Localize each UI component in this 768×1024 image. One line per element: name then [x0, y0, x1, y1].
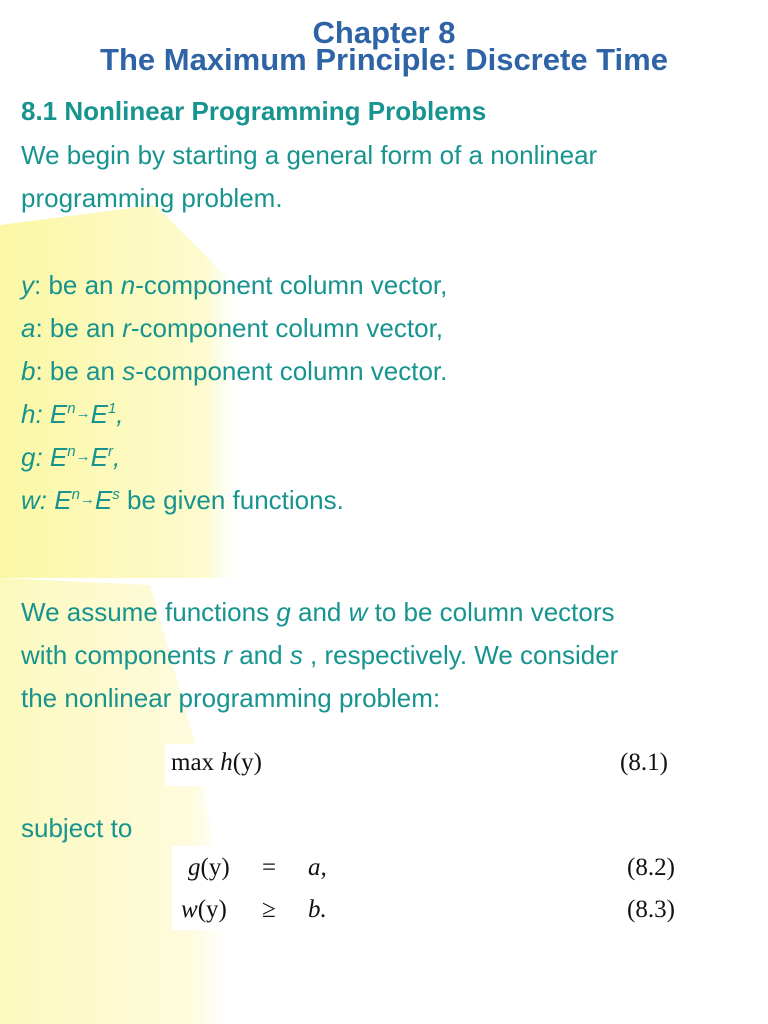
- chapter-number: Chapter 8: [312, 15, 456, 50]
- assume-line-3: the nonlinear programming problem:: [21, 683, 441, 713]
- constraint-rhs: b.: [308, 896, 327, 923]
- equation-8-1: [165, 744, 690, 786]
- constraints: [172, 846, 690, 930]
- sym-y: y: [21, 270, 34, 300]
- arrow-icon: →: [75, 405, 91, 422]
- def-b: b: be an s-component column vector.: [21, 356, 448, 386]
- constraint-relation: =: [262, 854, 277, 881]
- def-g: g: $E^n\to E^r$,: [21, 442, 121, 472]
- intro-line-1: We begin by starting a general form of a nonlinear: [21, 140, 598, 170]
- sym-b: b: [21, 356, 36, 386]
- def-y: y: be an n-component column vector,: [21, 270, 448, 300]
- equation-number: (8.2): [627, 854, 675, 881]
- chapter-title: The Maximum Principle: Discrete Time: [100, 42, 668, 77]
- sym-a: a: [21, 313, 36, 343]
- constraint-rhs: a,: [308, 854, 327, 881]
- arrow-icon: →: [79, 491, 95, 508]
- subject-to-label: subject to: [21, 813, 133, 843]
- constraint-lhs: w(y): [181, 896, 227, 923]
- equation-number: (8.1): [620, 749, 668, 776]
- constraint-relation: ≥: [262, 896, 276, 923]
- assume-line-2: with components r and s , respectively. We consider: [21, 640, 619, 670]
- arrow-icon: →: [75, 448, 91, 465]
- def-w: w: $E^n\to E^s$ be given functions.: [21, 485, 344, 515]
- section-heading: 8.1 Nonlinear Programming Problems: [21, 96, 487, 126]
- def-a: a: be an r-component column vector,: [21, 313, 444, 343]
- intro-line-2: programming problem.: [21, 183, 283, 213]
- objective: max h(y): [171, 749, 262, 776]
- assume-line-1: We assume functions g and w to be column vectors: [21, 597, 615, 627]
- equation-number: (8.3): [627, 896, 675, 923]
- constraint-lhs: g(y): [188, 854, 230, 881]
- def-h: h: $E^n\to E^1$,: [21, 399, 124, 429]
